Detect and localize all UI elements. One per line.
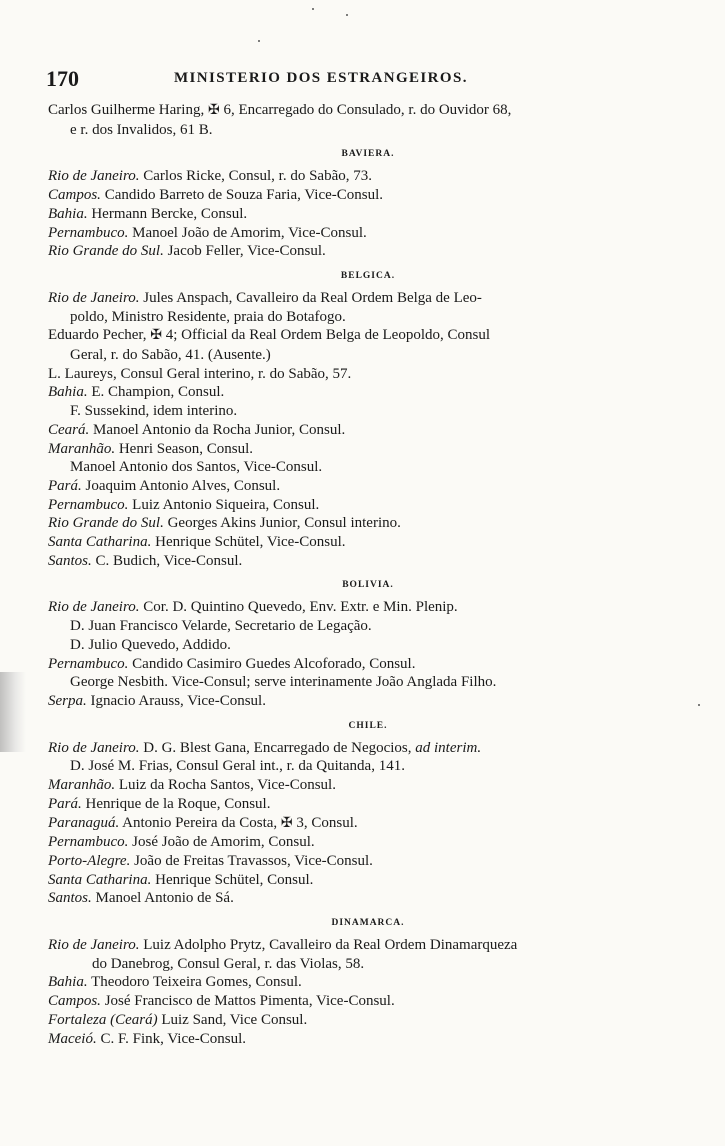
- entry-line: Eduardo Pecher, ✠ 4; Official da Real Ordem Belga de Leopoldo, Consul: [48, 327, 490, 344]
- entry-line: Maranhão. Henri Season, Consul.: [48, 440, 254, 457]
- entry-line: Bahia. Theodoro Teixeira Gomes, Consul.: [48, 974, 302, 991]
- page-body: [48, 101, 688, 1048]
- entry-line: Rio de Janeiro. D. G. Blest Gana, Encarregado de Negocios, ad interim.: [48, 739, 482, 756]
- entry-line: Rio Grande do Sul. Jacob Feller, Vice-Consul.: [48, 243, 326, 260]
- entry-line: Santa Catharina. Henrique Schütel, Vice-Consul.: [48, 534, 346, 551]
- paper-speck: [312, 8, 314, 10]
- running-title: MINISTERIO DOS ESTRANGEIROS.: [174, 70, 468, 86]
- entry-line: Rio Grande do Sul. Georges Akins Junior, Consul interino.: [48, 515, 401, 532]
- entry-line: D. Julio Quevedo, Addido.: [70, 636, 231, 653]
- entry-line: Fortaleza (Ceará) Luiz Sand, Vice Consul.: [48, 1011, 308, 1028]
- paper-speck: [258, 40, 260, 42]
- entry-line: Rio de Janeiro. Cor. D. Quintino Quevedo, Env. Extr. e Min. Plenip.: [48, 599, 458, 616]
- entry-line: Serpa. Ignacio Arauss, Vice-Consul.: [48, 692, 266, 709]
- entry-line: Santos. C. Budich, Vice-Consul.: [48, 552, 243, 569]
- entry-line: Pernambuco. Candido Casimiro Guedes Alcoforado, Consul.: [48, 655, 416, 672]
- order-cross-icon: ✠: [150, 328, 163, 344]
- intro-line: e r. dos Invalidos, 61 B.: [70, 121, 213, 138]
- section-title-dinamarca: DINAMARCA.: [331, 918, 405, 929]
- page-edge-shadow: [0, 672, 26, 752]
- entry-line: Pará. Henrique de la Roque, Consul.: [48, 795, 271, 812]
- entry-line: Bahia. E. Champion, Consul.: [48, 384, 225, 401]
- entry-line: Santa Catharina. Henrique Schütel, Consul.: [48, 871, 314, 888]
- entry-line: Pernambuco. Manoel João de Amorim, Vice-Consul.: [48, 224, 367, 241]
- entry-line: Santos. Manoel Antonio de Sá.: [48, 890, 234, 907]
- entry-line: Campos. José Francisco de Mattos Pimenta, Vice-Consul.: [48, 993, 395, 1010]
- entry-line: Rio de Janeiro. Luiz Adolpho Prytz, Cavalleiro da Real Ordem Dinamarqueza: [48, 937, 518, 954]
- page-number: 170: [46, 66, 79, 91]
- entry-line: F. Sussekind, idem interino.: [70, 403, 238, 420]
- page-header: [46, 66, 686, 94]
- entry-line: Maceió. C. F. Fink, Vice-Consul.: [48, 1030, 247, 1047]
- entry-line: Maranhão. Luiz da Rocha Santos, Vice-Consul.: [48, 777, 336, 794]
- entry-line: Rio de Janeiro. Jules Anspach, Cavalleiro da Real Ordem Belga de Leo-: [48, 289, 482, 306]
- section-title-bolivia: BOLIVIA.: [342, 580, 394, 591]
- section-title-chile: CHILE.: [348, 720, 388, 731]
- section-title-belgica: BELGICA.: [340, 270, 396, 281]
- entry-line: Pernambuco. Luiz Antonio Siqueira, Consul.: [48, 496, 320, 513]
- entry-line: Rio de Janeiro. Carlos Ricke, Consul, r. do Sabão, 73.: [48, 168, 373, 185]
- section-title-baviera: BAVIERA.: [341, 149, 395, 160]
- entry-line: Porto-Alegre. João de Freitas Travassos, Vice-Consul.: [48, 852, 373, 869]
- order-cross-icon: ✠: [280, 815, 293, 831]
- entry-line: Campos. Candido Barreto de Souza Faria, Vice-Consul.: [48, 187, 384, 204]
- paper-speck: [346, 14, 348, 16]
- entry-line: D. Juan Francisco Velarde, Secretario de Legação.: [70, 618, 372, 635]
- entry-line: Pará. Joaquim Antonio Alves, Consul.: [48, 477, 281, 494]
- entry-line: do Danebrog, Consul Geral, r. das Violas, 58.: [92, 955, 365, 972]
- entry-line: Geral, r. do Sabão, 41. (Ausente.): [70, 347, 271, 364]
- entry-line: George Nesbith. Vice-Consul; serve interinamente João Anglada Filho.: [70, 674, 497, 691]
- intro-line: Carlos Guilherme Haring, ✠ 6, Encarregado do Consulado, r. do Ouvidor 68,: [48, 102, 512, 118]
- paper-speck: [698, 704, 700, 706]
- entry-line: Paranaguá. Antonio Pereira da Costa, ✠ 3, Consul.: [48, 814, 358, 831]
- entry-line: D. José M. Frias, Consul Geral int., r. da Quitanda, 141.: [70, 758, 405, 775]
- entry-line: Pernambuco. José João de Amorim, Consul.: [48, 834, 315, 851]
- entry-line: Bahia. Hermann Bercke, Consul.: [48, 205, 248, 222]
- entry-line: Ceará. Manoel Antonio da Rocha Junior, Consul.: [48, 421, 346, 438]
- entry-line: poldo, Ministro Residente, praia do Botafogo.: [70, 308, 346, 325]
- entry-line: L. Laureys, Consul Geral interino, r. do Sabão, 57.: [48, 365, 352, 382]
- entry-line: Manoel Antonio dos Santos, Vice-Consul.: [70, 459, 323, 476]
- order-cross-icon: ✠: [207, 103, 220, 118]
